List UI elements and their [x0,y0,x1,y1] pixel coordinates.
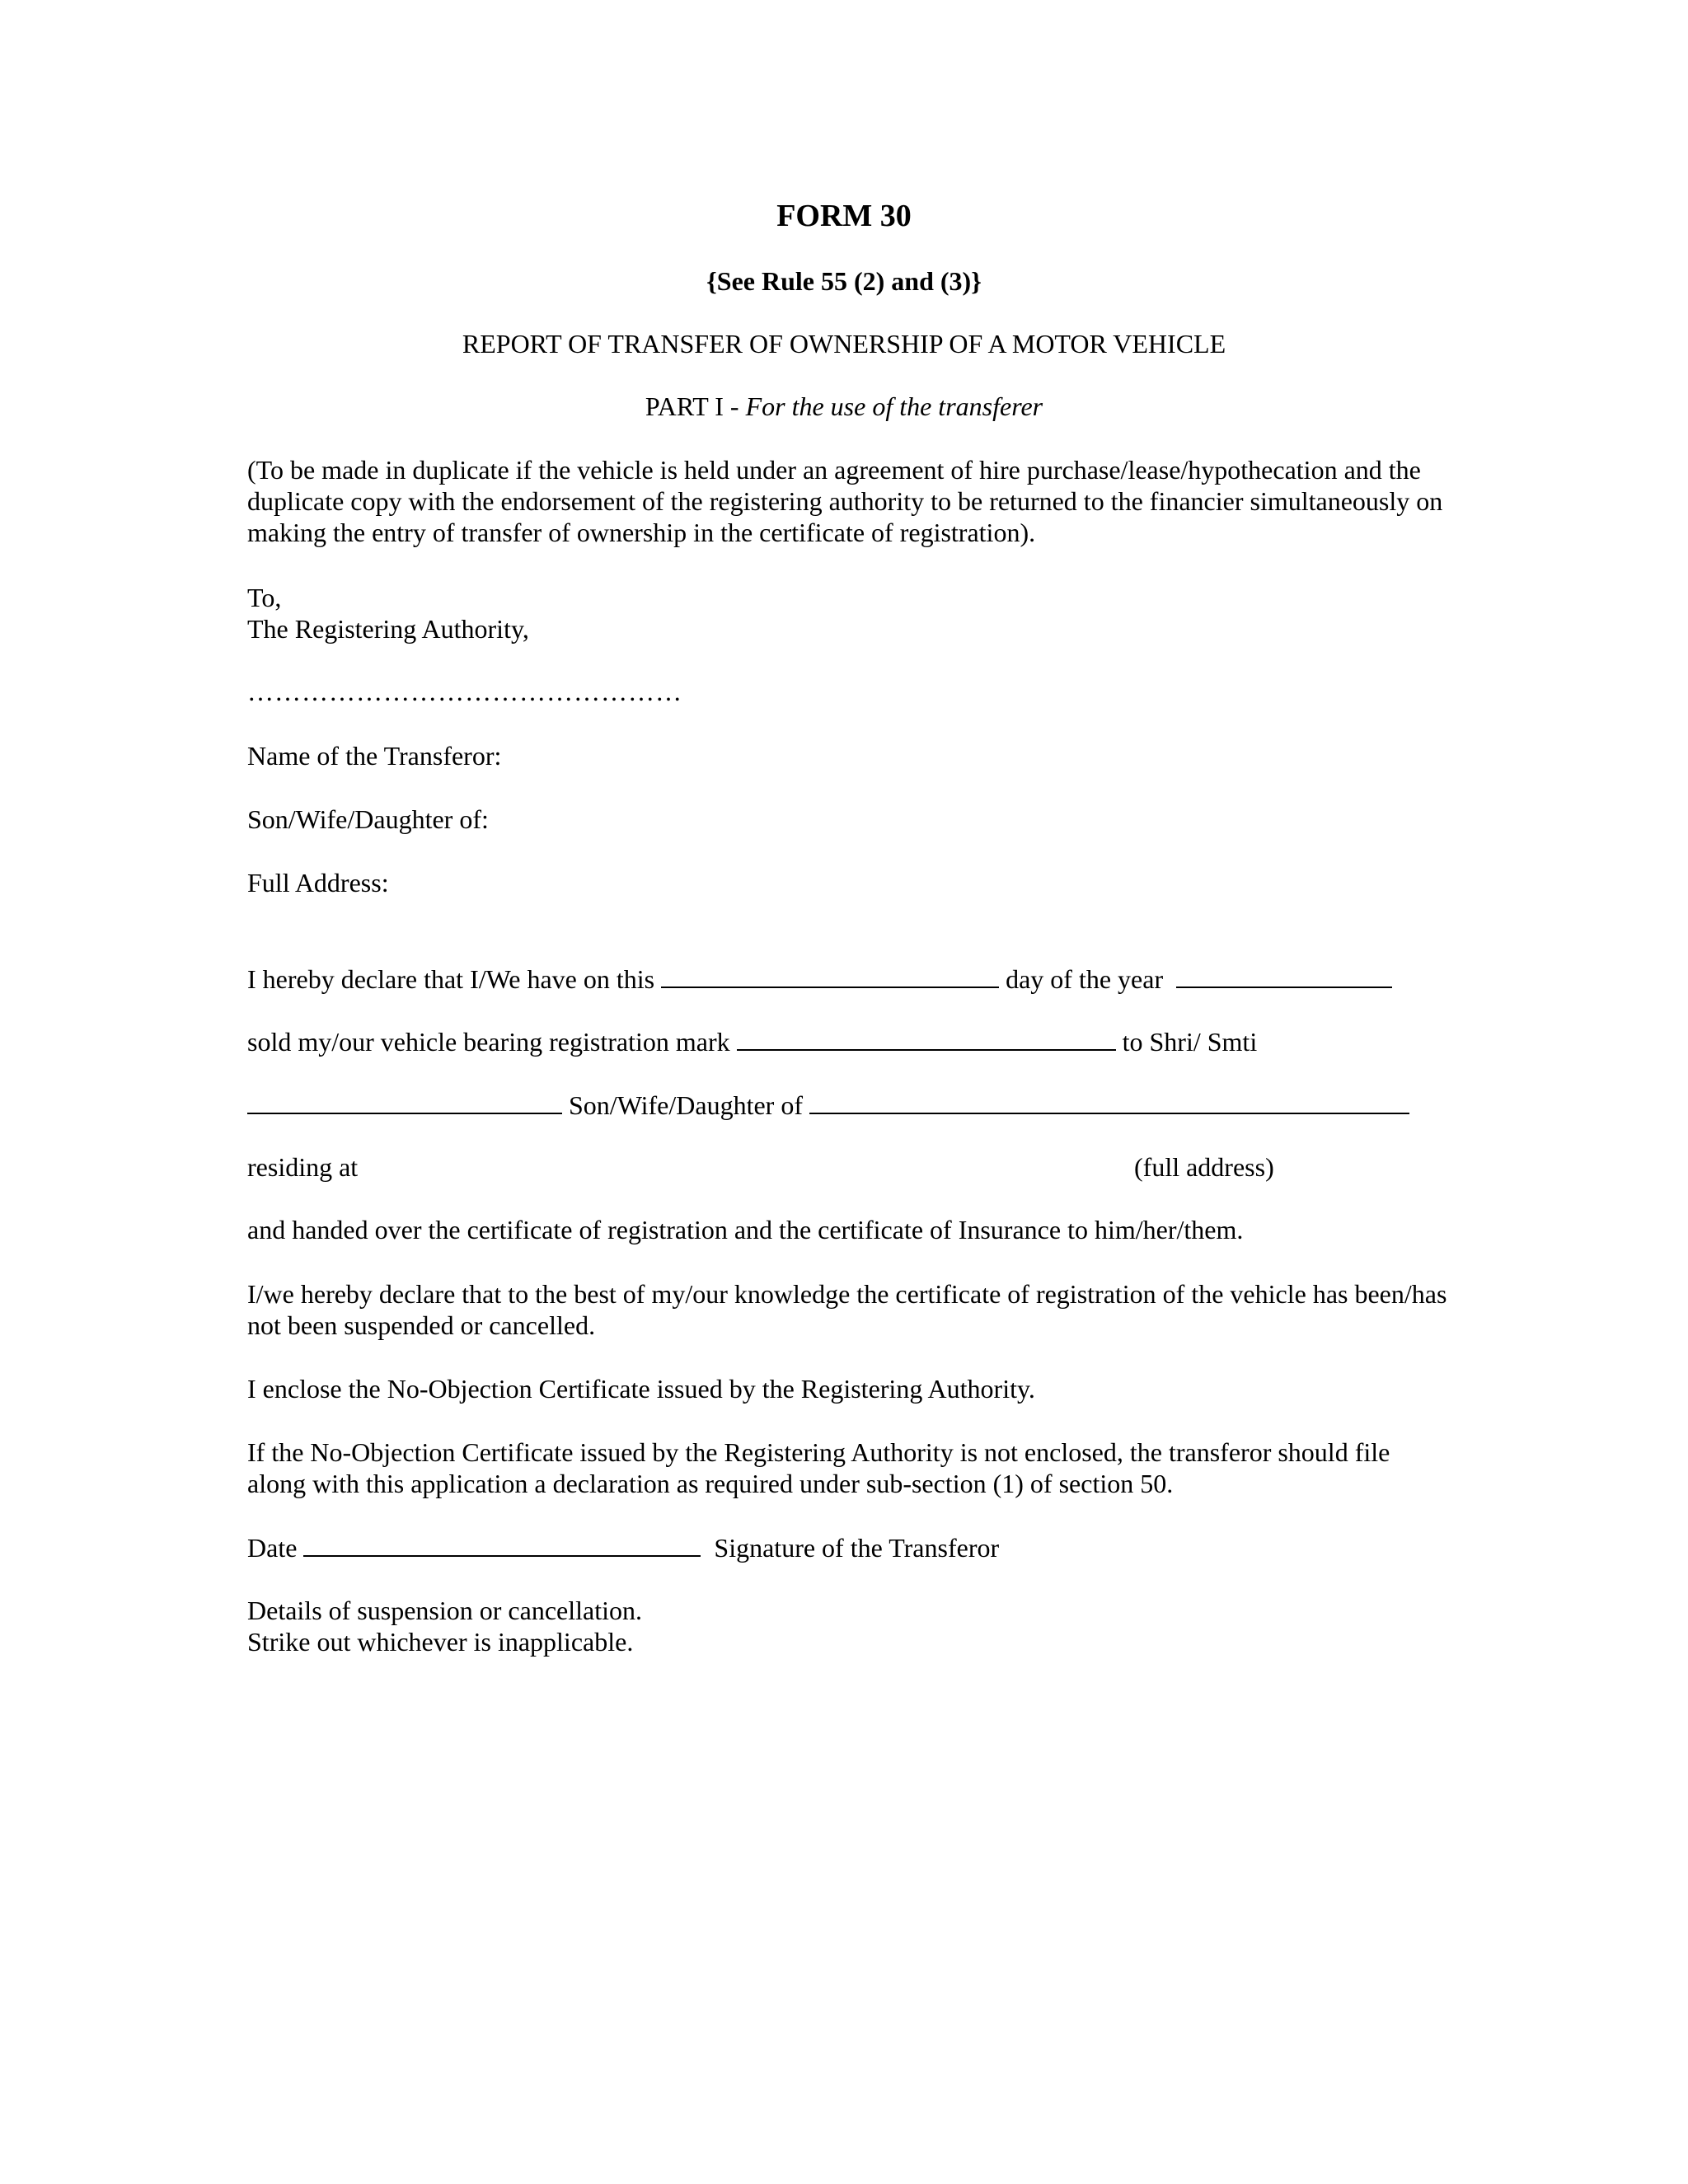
declaration-text-1b: day of the year [1006,964,1164,994]
full-address-note: (full address) [1134,1152,1274,1182]
transferor-name-label: Name of the Transferor: [247,741,502,771]
declaration-text-3: Son/Wife/Daughter of [569,1090,803,1120]
suspension-declaration: I/we hereby declare that to the best of my/our knowledge the certificate of registration of the vehicle has been/has not been suspended or cancelled. [247,1279,1447,1340]
residing-at-label: residing at [247,1152,359,1182]
footnote-suspension: Details of suspension or cancellation. [247,1596,642,1625]
registration-mark-blank[interactable] [737,1024,1116,1051]
handover-statement: and handed over the certificate of registration and the certificate of Insurance to him/her/them. [247,1215,1244,1244]
noc-enclosed-statement: I enclose the No-Objection Certificate issued by the Registering Authority. [247,1374,1035,1404]
transferee-name-blank[interactable] [247,1088,562,1114]
noc-not-enclosed-statement: If the No-Objection Certificate issued by the Registering Authority is not enclosed, the transferor should file along with this application a declaration as required under sub-section (1) of section 50. [247,1437,1390,1498]
date-blank[interactable] [303,1530,701,1557]
form-title: FORM 30 [776,199,912,233]
part-description: For the use of the transferer [745,391,1043,421]
authority-location-blank[interactable]: ………………………………………… [247,677,682,706]
day-blank[interactable] [661,962,999,988]
transferee-relation-blank[interactable] [809,1088,1409,1114]
addressee-authority: The Registering Authority, [247,614,529,644]
declaration-text-1a: I hereby declare that I/We have on this [247,964,655,994]
footnote-strike-out: Strike out whichever is inapplicable. [247,1627,634,1657]
declaration-text-2a: sold my/our vehicle bearing registration mark [247,1027,730,1057]
date-label: Date [247,1533,298,1563]
declaration-line-3 [247,1088,1409,1121]
rule-reference: {See Rule 55 (2) and (3)} [706,266,982,296]
part-heading [0,391,1688,422]
form-subtitle: REPORT OF TRANSFER OF OWNERSHIP OF A MOTOR VEHICLE [462,329,1226,359]
signature-row [247,1530,999,1563]
declaration-line-1 [247,962,1392,995]
intro-paragraph: (To be made in duplicate if the vehicle is held under an agreement of hire purchase/lease/hypothecation and the duplicate copy with the endorsement of the registering authority to be returned to the financier simultaneously on making the entry of transfer of ownership in the certificate of registration). [247,455,1443,547]
declaration-line-2 [247,1024,1257,1057]
year-blank[interactable] [1176,962,1392,988]
part-prefix: PART I - [645,391,746,421]
declaration-text-2b: to Shri/ Smti [1122,1027,1258,1057]
addressee-to: To, [247,583,282,612]
relation-label: Son/Wife/Daughter of: [247,804,489,834]
full-address-label: Full Address: [247,868,389,898]
signature-label: Signature of the Transferor [714,1533,1000,1563]
